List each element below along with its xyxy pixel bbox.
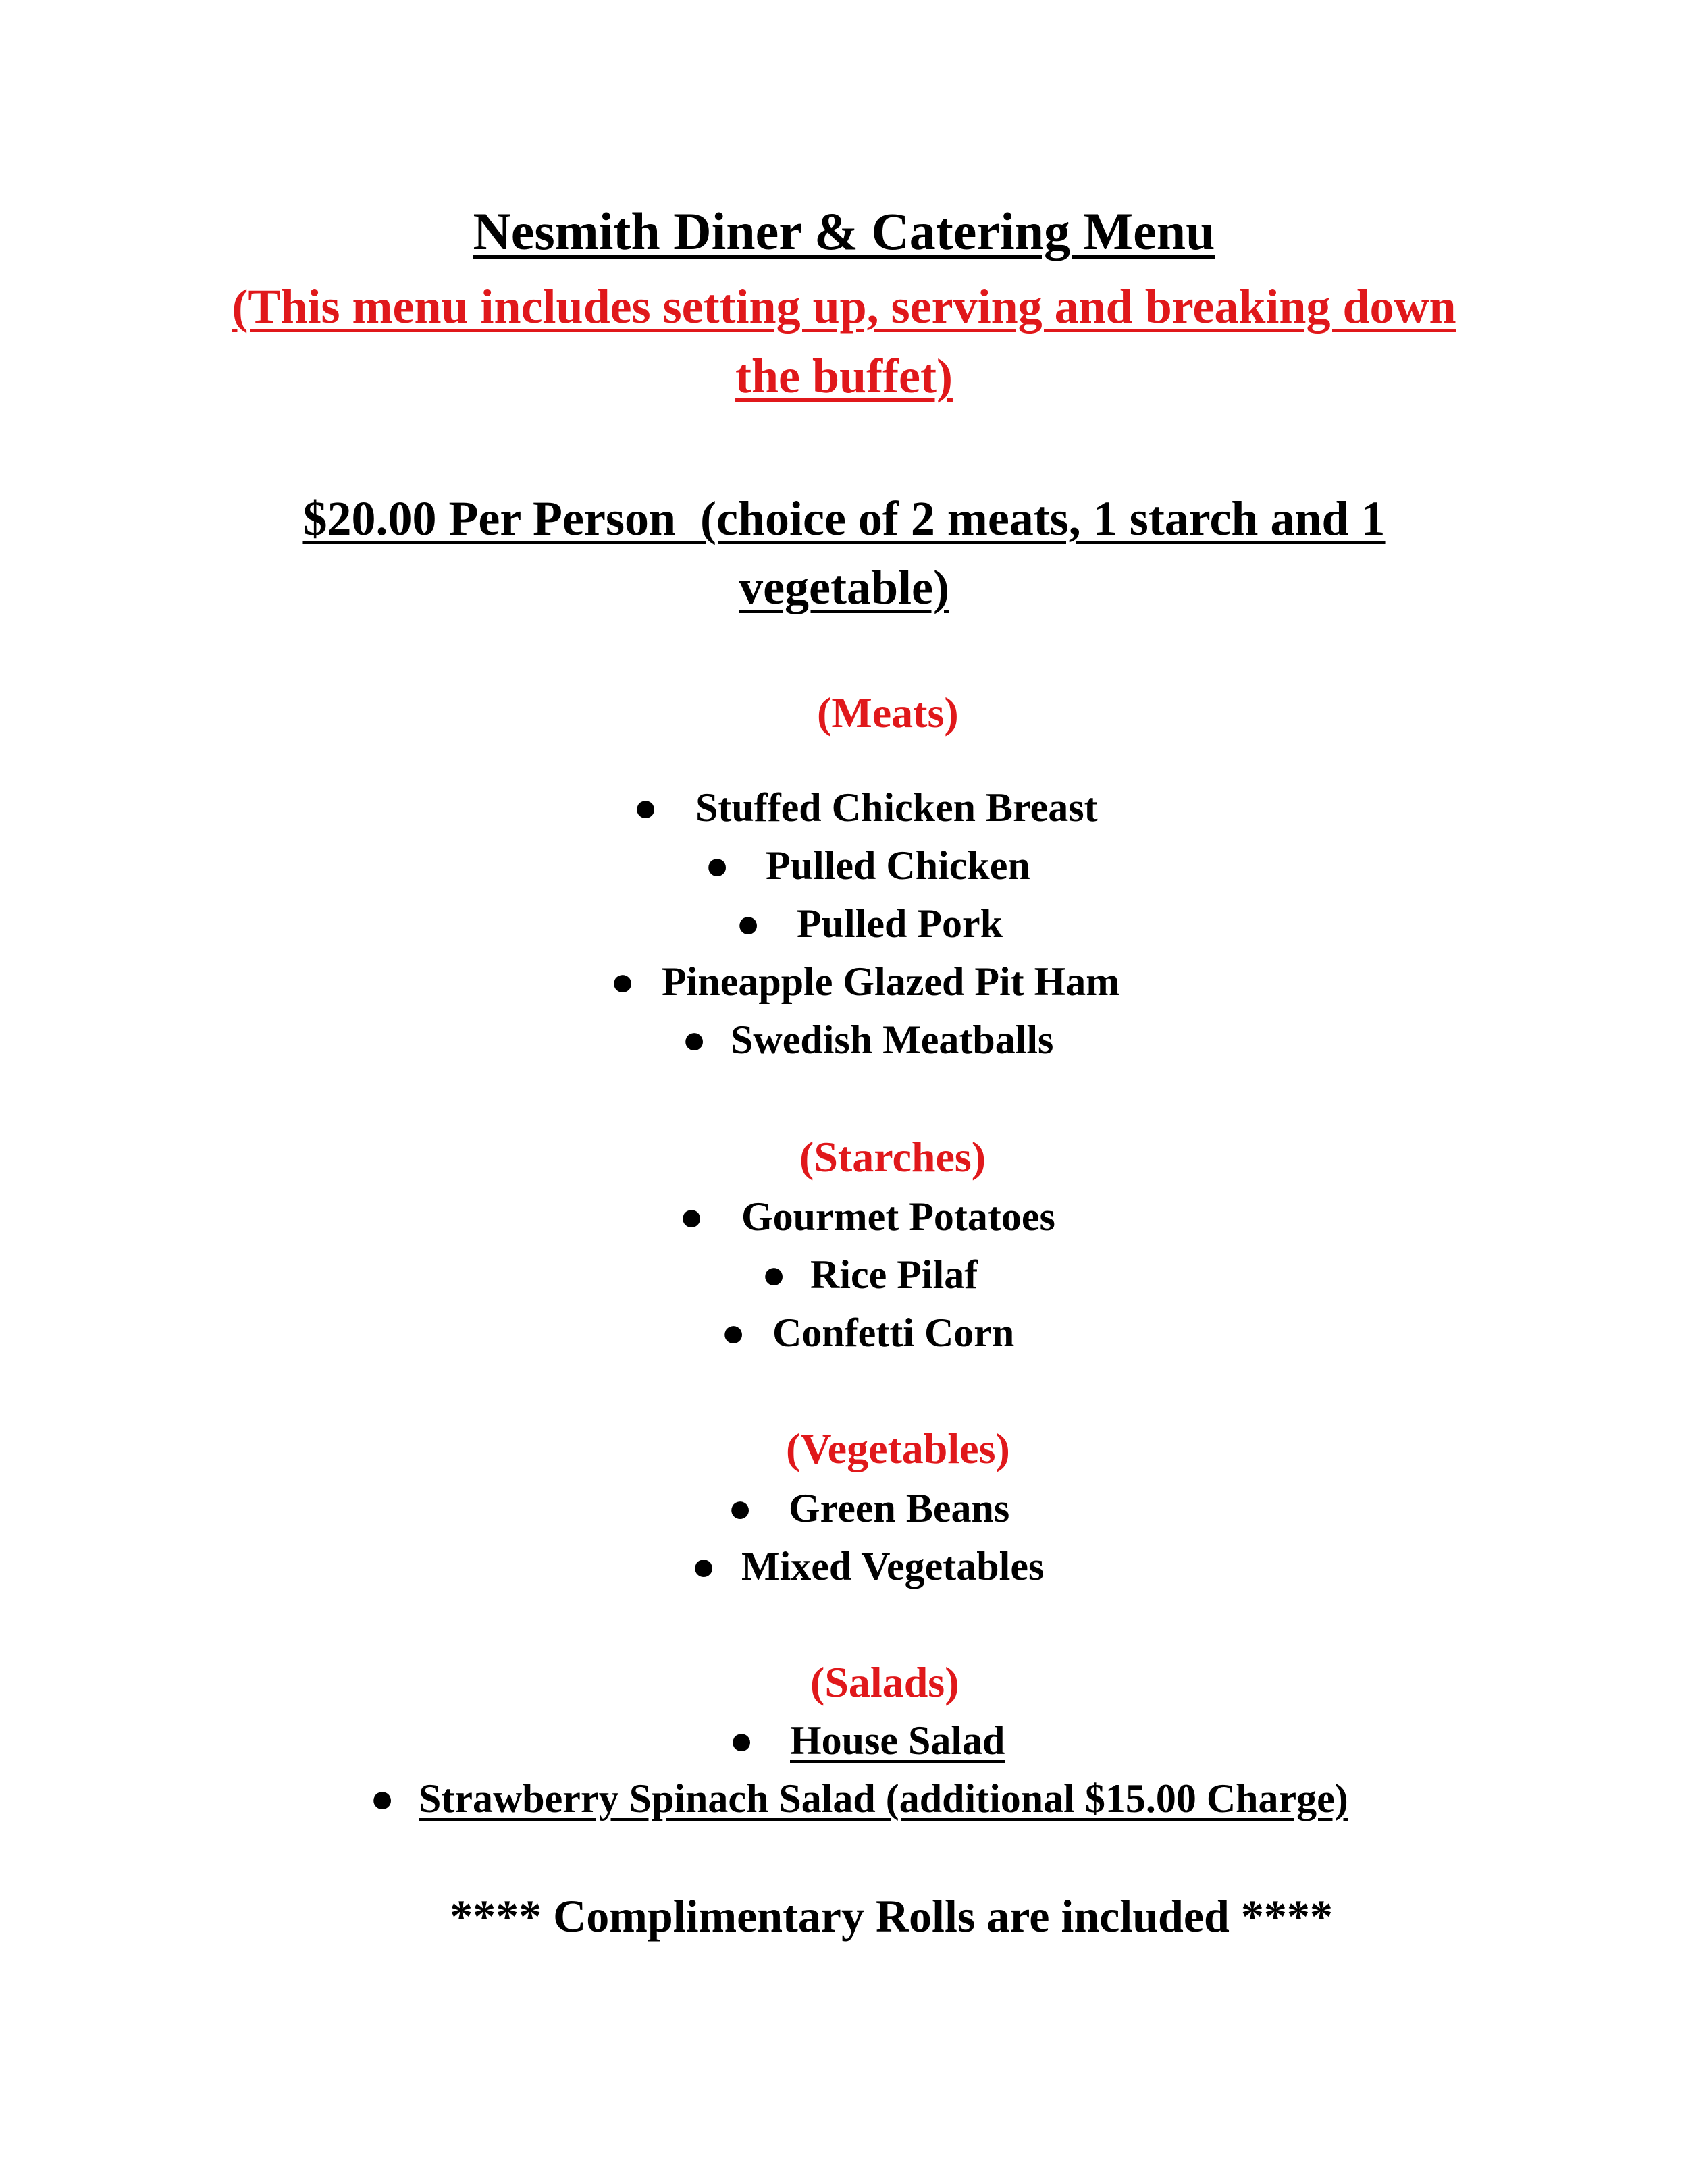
starch-item-rice-pilaf: Rice Pilaf (810, 1252, 978, 1297)
bullet-icon: ● (370, 1776, 395, 1821)
price-text-1: $20.00 Per Person (choice of 2 meats, 1 starch and 1 (302, 491, 1386, 545)
bullet-icon: ● (728, 1486, 753, 1530)
menu-title (0, 201, 1688, 262)
price-line-1 (0, 489, 1688, 548)
salad-item-house-salad (790, 1716, 1005, 1765)
meat-item-pineapple-glazed-pit-ham: Pineapple Glazed Pit Ham (662, 959, 1120, 1004)
meat-item-pulled-chicken: Pulled Chicken (766, 843, 1030, 888)
service-note-text-1: (This menu includes setting up, serving and breaking down (232, 279, 1456, 334)
salads-heading: (Salads) (810, 1658, 959, 1706)
service-note-line-1 (0, 277, 1688, 336)
starches-heading: (Starches) (799, 1133, 986, 1181)
salad-item-house-salad-text: House Salad (790, 1718, 1005, 1763)
bullet-icon: ● (705, 843, 730, 888)
starch-item-gourmet-potatoes: Gourmet Potatoes (741, 1194, 1055, 1239)
service-note-text-2: the buffet) (735, 349, 953, 403)
complimentary-rolls-note: **** Complimentary Rolls are included **** (450, 1890, 1333, 1942)
bullet-icon: ● (633, 785, 658, 830)
bullet-icon: ● (729, 1718, 754, 1763)
bullet-icon: ● (721, 1310, 746, 1355)
meat-item-pulled-pork: Pulled Pork (797, 901, 1003, 946)
price-line-2 (0, 558, 1688, 616)
salad-item-strawberry-spinach-text: Strawberry Spinach Salad (additional $15.00 Charge) (419, 1776, 1348, 1821)
menu-title-text: Nesmith Diner & Catering Menu (473, 202, 1215, 261)
meat-item-swedish-meatballs: Swedish Meatballs (731, 1017, 1054, 1062)
bullet-icon: ● (610, 959, 635, 1004)
vegetables-heading: (Vegetables) (786, 1424, 1010, 1472)
meats-heading: (Meats) (817, 689, 959, 737)
bullet-icon: ● (682, 1017, 707, 1062)
bullet-icon: ● (736, 901, 761, 946)
salad-item-strawberry-spinach (419, 1774, 1348, 1823)
starch-item-confetti-corn: Confetti Corn (772, 1310, 1015, 1355)
meat-item-stuffed-chicken-breast: Stuffed Chicken Breast (695, 785, 1098, 830)
bullet-icon: ● (679, 1194, 704, 1239)
service-note-line-2 (0, 347, 1688, 405)
vegetable-item-mixed-vegetables: Mixed Vegetables (741, 1544, 1045, 1589)
bullet-icon: ● (762, 1252, 787, 1297)
price-text-2: vegetable) (739, 560, 949, 614)
vegetable-item-green-beans: Green Beans (789, 1486, 1010, 1530)
bullet-icon: ● (691, 1544, 716, 1589)
